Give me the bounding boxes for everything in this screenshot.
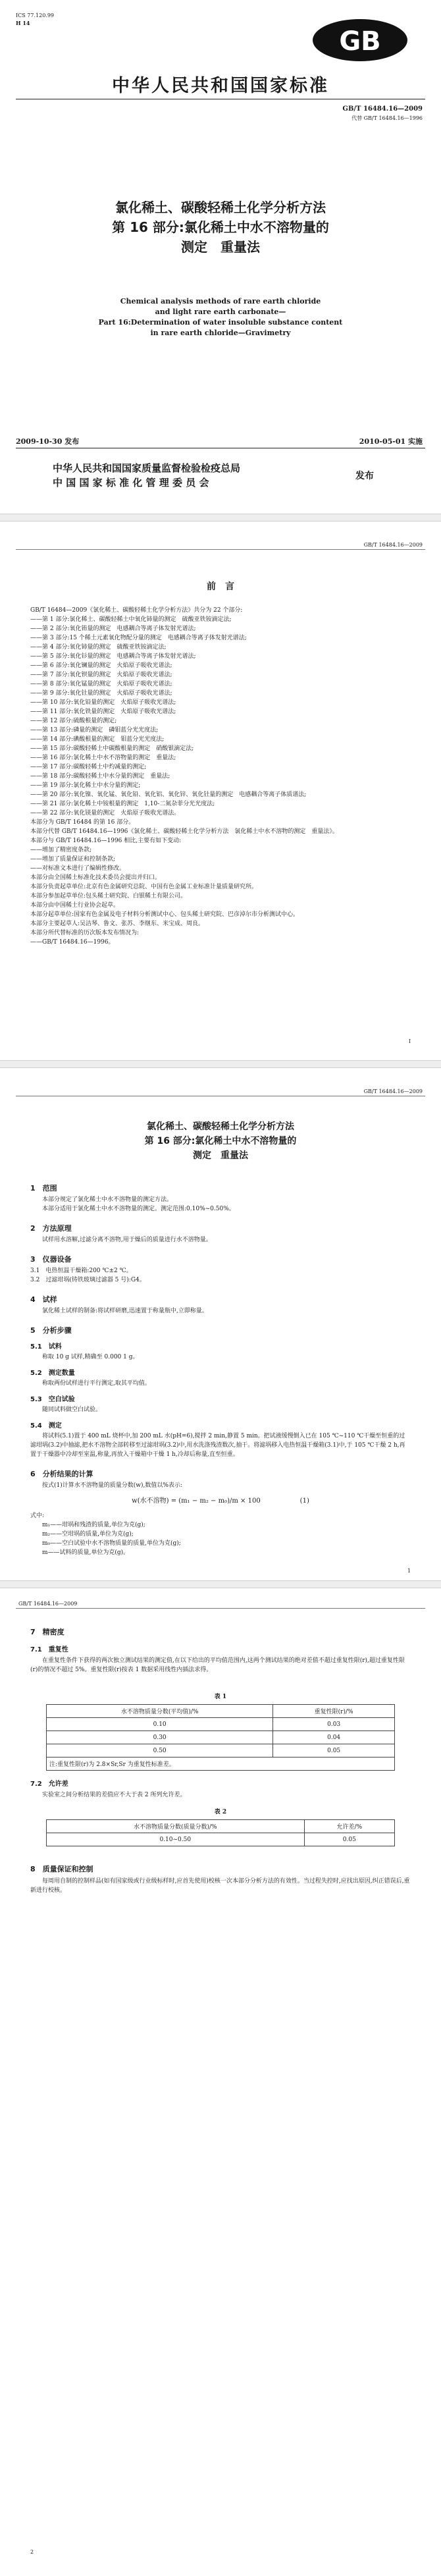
- ics-code: ICS 77.120.99: [16, 13, 55, 18]
- section-heading: 4 试样: [30, 1295, 57, 1304]
- header-rule: [16, 549, 425, 550]
- table-header-cell: 允许差/%: [304, 1820, 394, 1833]
- issue-date: 2009-10-30 发布: [16, 437, 80, 446]
- body-sections: [30, 1179, 411, 1557]
- section-text: 实验室之间分析结果的差值应不大于表 2 所列允许差。: [42, 1792, 186, 1798]
- ccs-code: H 14: [16, 20, 30, 26]
- section-text: 按式(1)计算水不溶物量的质量分数(w),数值以%表示:: [42, 1482, 182, 1489]
- section-text: 3.1 电热恒温干燥箱:200 ℃±2 ℃。: [30, 1268, 132, 1274]
- title-en-line: Part 16:Determination of water insoluble substance content: [98, 318, 343, 327]
- table-cell: 0.05: [273, 1744, 395, 1758]
- foreword-line: 本部分与 GB/T 16484.16—1996 相比,主要有如下变动:: [30, 838, 182, 844]
- section-heading: 6 分析结果的计算: [30, 1470, 93, 1478]
- foreword-body: [30, 606, 411, 947]
- foreword-line: 本部分负责起草单位:北京有色金属研究总院、中国有色金属工业标准计量质量研究所。: [30, 884, 258, 890]
- table-row: [47, 1731, 395, 1744]
- gb-logo: [311, 17, 409, 63]
- table-row: [47, 1718, 395, 1731]
- body-title-line: 测定 重量法: [193, 1150, 248, 1161]
- body-title: [0, 1119, 441, 1163]
- foreword-line: ——第 11 部分:氧化铁量的测定 火焰原子吸收光谱法;: [30, 709, 176, 715]
- foreword-line: ——第 22 部分:氧化镁量的测定 火焰原子吸收光谱法。: [30, 810, 180, 817]
- formula: w(水不溶物) = (m₁ − m₂ − m₀)/m × 100 (1): [132, 1497, 309, 1505]
- foreword-title: 前 言: [207, 581, 234, 592]
- section-text: 将试料(5.1)置于 400 mL 烧杯中,加 200 mL 水(pH=6),搅拌 2 min,静置 5 min。把试液缓慢倒入已在 105 ℃~110 ℃干燥至恒重的过滤坩埚(3.2)中抽滤,把水不溶物全部转移至过滤坩埚(3.2)中,用水洗涤残渣数次,抽干。将滤埚移入电热恒温干燥箱(3.1)中,于 105 ℃干燥 2 h,再置于干燥器中冷却至室温,称量,再放入干燥箱中干燥 1 h,冷却后称量,直至恒重。: [30, 1433, 405, 1458]
- foreword-line: ——第 5 部分:氧化钐量的测定 电感耦合等离子体发射光谱法;: [30, 653, 196, 660]
- foreword-line: ——第 20 部分:氧化镍、氧化锰、氧化铅、氧化铝、氧化锌、氧化钍量的测定 电感耦合等离子体质谱法;: [30, 792, 307, 798]
- foreword-line: 本部分由中国稀土行业协会起草。: [30, 902, 120, 909]
- foreword-line: ——对标准文本进行了编辑性修改。: [30, 865, 126, 872]
- title-en-line: Chemical analysis methods of rare earth chloride: [120, 297, 321, 306]
- formula-var: 式中:: [30, 1513, 45, 1519]
- foreword-line: ——第 8 部分:氧化锰量的测定 火焰原子吸收光谱法;: [30, 681, 172, 687]
- foreword-line: ——第 9 部分:氧化钍量的测定 火焰原子吸收光谱法;: [30, 690, 172, 697]
- foreword-line: 本部分主要起草人:吴洁琴、鲁文、张苏、李继东、米宝成、周良。: [30, 921, 205, 927]
- section-text: 氯化稀土试样的制备:将试样研磨,迅速置于称量瓶中,立即称量。: [42, 1308, 208, 1314]
- precision-section: [30, 1626, 411, 1675]
- foreword-line: ——第 14 部分:碘酸根量的测定 钼蓝分光光度法;: [30, 736, 165, 743]
- foreword-line: ——第 3 部分:15 个稀土元素氧化物配分量的测定 电感耦合等离子体发射光谱法;: [30, 635, 247, 641]
- table-cell: 0.10~0.50: [47, 1833, 305, 1846]
- table-header-row: [47, 1705, 395, 1718]
- section-text: 本部分适用于氯化稀土中水不溶物量的测定。测定范围:0.10%~0.50%。: [42, 1206, 235, 1212]
- replaces-standard: 代替 GB/T 16484.16—1996: [351, 115, 423, 121]
- table2: [46, 1819, 395, 1846]
- foreword-line: 本部分为 GB/T 16484 的第 16 部分。: [30, 819, 135, 826]
- table-cell: 0.03: [273, 1718, 395, 1731]
- section-text: 本部分规定了氯化稀土中水不溶物量的测定方法。: [42, 1196, 173, 1203]
- table-header-cell: 水不溶物质量分数(平均值)/%: [47, 1705, 273, 1718]
- table1-title: 表 1: [214, 1694, 227, 1700]
- section-text: 在重复性条件下获得的两次独立测试结果的测定值,在以下给出的平均值范围内,这两个测试结果的绝对差值不超过重复性限(r),超过重复性限(r)的情况不超过 5%。重复性限(r)按表 1 数据采用线性内插法求得。: [30, 1657, 405, 1673]
- foreword-line: ——第 17 部分:碳酸轻稀土中灼减量的测定;: [30, 764, 147, 770]
- table-header-cell: 水不溶物质量分数(质量分数)/%: [47, 1820, 305, 1833]
- page-header-number: GB/T 16484.16—2009: [363, 1088, 423, 1094]
- foreword-line: ——第 10 部分:氧化铅量的测定 火焰原子吸收光谱法;: [30, 699, 176, 706]
- section-text: 试样用水溶解,过滤分离不溶物,用于燥后的质量进行水不溶物量。: [42, 1237, 212, 1243]
- foreword-line: 本部分代替 GB/T 16484.16—1996《氯化稀土、碳酸轻稀土化学分析方法 氯化稀土中水不溶物的测定 重量法》。: [30, 828, 338, 835]
- section-text: 每周用自制的控制样品(如有国家级或行业级标样时,应首先使用)校核一次本部分分析方法的有效性。当过程失控时,应找出原因,纠正错误后,重新进行校核。: [30, 1878, 410, 1894]
- title-en-line: and light rare earth carbonate—: [155, 308, 286, 316]
- section-heading: 7 精密度: [30, 1628, 65, 1636]
- national-standard-heading: 中华人民共和国国家标准: [112, 76, 329, 96]
- title-en: [0, 296, 441, 338]
- foreword-line: ——第 2 部分:氧化铕量的测定 电感耦合等离子体发射光谱法;: [30, 626, 196, 632]
- foreword-line: 本部分起草单位:国家有色金属及电子材料分析测试中心、包头稀土研究院、巴彦淖尔市分析测试中心。: [30, 911, 299, 918]
- section-heading: 7.1 重复性: [30, 1646, 68, 1653]
- section-heading: 5 分析步骤: [30, 1326, 72, 1335]
- table-row: [47, 1833, 395, 1846]
- table-cell: 0.10: [47, 1718, 273, 1731]
- body-title-line: 氯化稀土、碳酸轻稀土化学分析方法: [147, 1121, 294, 1132]
- foreword-line: ——第 6 部分:氧化镧量的测定 火焰原子吸收光谱法;: [30, 662, 172, 669]
- standard-number: GB/T 16484.16—2009: [342, 105, 423, 113]
- table-cell: 0.05: [304, 1833, 394, 1846]
- page-number: 2: [30, 2549, 34, 2555]
- formula-var: m₂——空坩埚的质量,单位为克(g);: [42, 1531, 134, 1538]
- header-rule: [16, 1608, 425, 1609]
- tolerance-section: [30, 1778, 411, 1800]
- title-cn-line: 氯化稀土、碳酸轻稀土化学分析方法: [115, 200, 326, 215]
- table-note: 注:重复性限(r)为 2.8×Sr,Sr 为重复性标准差。: [47, 1758, 395, 1771]
- body-title-line: 第 16 部分:氯化稀土中水不溶物量的: [144, 1136, 297, 1146]
- foreword-line: ——第 21 部分:氯化稀土中铵根量的测定 1,10-二氮杂菲分光光度法;: [30, 801, 215, 807]
- foreword-line: ——GB/T 16484.16—1996。: [30, 939, 115, 946]
- section-heading: 5.2 测定数量: [30, 1370, 75, 1377]
- formula-var: m₁——坩埚和残渣的质量,单位为克(g);: [42, 1522, 145, 1528]
- section-heading: 5.1 试料: [30, 1343, 62, 1351]
- section-text: 3.2 过滤坩埚(铸铁玻璃过滤器 5 号):G4。: [30, 1277, 145, 1283]
- foreword-line: GB/T 16484—2009《氯化稀土、碳酸轻稀土化学分析方法》共分为 22 个部分:: [30, 607, 243, 614]
- title-en-line: in rare earth chloride—Gravimetry: [150, 329, 291, 337]
- page-number: 1: [407, 1568, 411, 1574]
- foreword-line: 本部分参加起草单位:包头稀土研究院、白银稀土有限公司。: [30, 893, 187, 899]
- foreword-line: ——增加了精密度条款;: [30, 847, 92, 853]
- table2-title: 表 2: [214, 1809, 227, 1815]
- section-text: 随同试料做空白试验。: [42, 1407, 102, 1413]
- formula-var: m₀——空白试验中水不溶物质量的质量,单位为克(g);: [42, 1540, 181, 1547]
- section-heading: 2 方法原理: [30, 1224, 72, 1233]
- page-header-number: GB/T 16484.16—2009: [363, 542, 423, 548]
- page-separator: [0, 1060, 441, 1068]
- section-heading: 3 仪器设备: [30, 1255, 72, 1264]
- table-header-row: [47, 1820, 395, 1833]
- foreword-line: ——第 4 部分:氧化铈量的测定 硫酸亚铁铵滴定法;: [30, 644, 167, 651]
- title-cn-line: 第 16 部分:氯化稀土中水不溶物量的: [112, 219, 329, 235]
- section-heading: 7.2 允许差: [30, 1781, 68, 1788]
- foreword-line: ——第 12 部分:硫酸根量的测定;: [30, 718, 117, 724]
- foreword-line: ——增加了质量保证和控制条款;: [30, 856, 116, 863]
- section-heading: 8 质量保证和控制: [30, 1865, 93, 1873]
- foreword-line: 本部分所代替标准的历次版本发布情况为:: [30, 930, 140, 936]
- foreword-line: ——第 7 部分:氧化钡量的测定 火焰原子吸收光谱法;: [30, 672, 172, 678]
- foreword-line: ——第 13 部分:磷量的测定 磷钼蓝分光光度法;: [30, 727, 159, 734]
- section-heading: 1 范围: [30, 1184, 57, 1193]
- section-text: 称取 10 g 试样,精确至 0.000 1 g。: [42, 1354, 139, 1360]
- foreword-line: ——第 18 部分:碳酸轻稀土中水分量的测定 重量法;: [30, 773, 170, 780]
- page-number: I: [408, 1038, 411, 1044]
- title-cn-line: 测定 重量法: [181, 239, 260, 255]
- title-cn: [0, 198, 441, 257]
- issuer-aqsiq: 中华人民共和国国家质量监督检验检疫总局: [53, 462, 241, 474]
- foreword-line: ——第 16 部分:氯化稀土中水不溶物量的测定 重量法;: [30, 755, 176, 761]
- foreword-line: ——第 19 部分:氯化稀土中水分量的测定;: [30, 782, 141, 789]
- quality-section: [30, 1864, 411, 1895]
- issuing-bodies: [53, 461, 240, 490]
- implementation-date: 2010-05-01 实施: [359, 437, 423, 446]
- table-row: [47, 1744, 395, 1758]
- foreword-line: ——第 1 部分:氯化稀土、碳酸轻稀土中氧化铈量的测定 硫酸亚铁铵滴定法;: [30, 616, 232, 623]
- foreword-line: 本部分由全国稀土标准化技术委员会提出并归口。: [30, 874, 161, 881]
- page-separator: [0, 514, 441, 522]
- section-text: 称取两份试样进行平行测定,取其平均值。: [42, 1380, 151, 1387]
- formula-var: m——试料的质量,单位为克(g)。: [42, 1549, 130, 1556]
- table-cell: 0.04: [273, 1731, 395, 1744]
- table-note-row: [47, 1758, 395, 1771]
- section-heading: 5.4 测定: [30, 1422, 62, 1430]
- table-cell: 0.30: [47, 1731, 273, 1744]
- issuer-sac: 中 国 国 家 标 准 化 管 理 委 员 会: [53, 477, 209, 489]
- table1: [46, 1704, 395, 1771]
- table-cell: 0.50: [47, 1744, 273, 1758]
- foreword-line: ——第 15 部分:碳酸轻稀土中碳酸根量的测定 硝酸银滴定法;: [30, 745, 194, 752]
- issue-word: 发布: [355, 471, 374, 481]
- gb-logo-text: GB: [339, 26, 381, 57]
- table-header-cell: 重复性限(r)/%: [273, 1705, 395, 1718]
- page-separator: [0, 1580, 441, 1588]
- section-heading: 5.3 空白试验: [30, 1396, 75, 1403]
- page-header-number: GB/T 16484.16—2009: [18, 1601, 78, 1607]
